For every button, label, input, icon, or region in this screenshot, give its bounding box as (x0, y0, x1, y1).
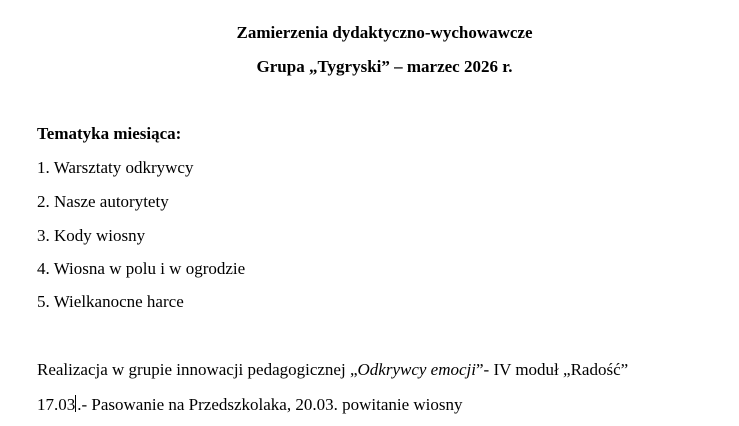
topic-item: 2. Nasze autorytety (37, 192, 169, 211)
document-subtitle: Grupa „Tygryski” – marzec 2026 r. (256, 57, 513, 76)
topics-heading: Tematyka miesiąca: (37, 124, 182, 143)
event-description: .- Pasowanie na Przedszkolaka, 20.03. powitanie wiosny (77, 395, 463, 414)
topic-item: 1. Warsztaty odkrywcy (37, 158, 194, 177)
topic-item: 5. Wielkanocne harce (37, 292, 184, 311)
innovation-name: Odkrywcy emocji (357, 360, 476, 379)
topic-item: 4. Wiosna w polu i w ogrodzie (37, 259, 246, 278)
events-line (37, 395, 463, 415)
topic-item: 3. Kody wiosny (37, 226, 146, 245)
innovation-line (37, 360, 628, 380)
innovation-prefix: Realizacja w grupie innowacji pedagogicznej „ (37, 360, 358, 379)
event-date: 17.03 (37, 395, 76, 414)
document-title: Zamierzenia dydaktyczno-wychowawcze (236, 23, 533, 42)
innovation-suffix: ”- IV moduł „Radość” (475, 360, 629, 379)
